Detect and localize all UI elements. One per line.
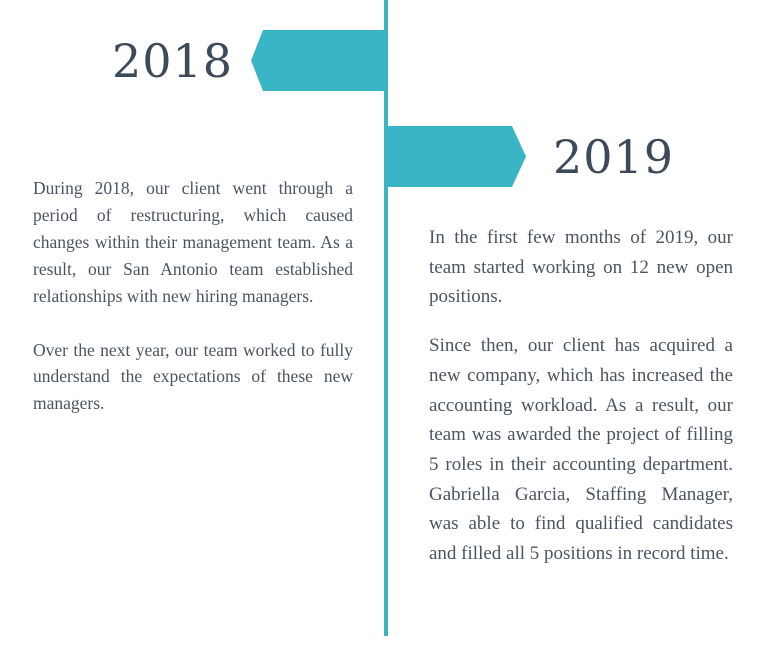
- entry-2018-paragraph-2: Over the next year, our team worked to fully understand the expectations of these new managers.: [33, 339, 353, 414]
- timeline-line: [384, 0, 388, 636]
- year-heading-2018: 2018: [112, 34, 234, 88]
- year-heading-2019: 2019: [553, 130, 675, 184]
- year-flag-2019: [386, 126, 526, 187]
- entry-2018-paragraph-1: During 2018, our client went through a period of restructuring, which caused changes within their management team. As a result, our San Antonio team established relationships with new hiring managers.: [33, 178, 353, 306]
- entry-2019-paragraph-2: Since then, our client has acquired a new company, which has increased the accounting workload. As a result, our team was awarded the project of filling 5 roles in their accounting department. Gabriella Garcia, Staffing Manager, was able to find qualified candidates and filled all 5 positions in record time.: [429, 335, 733, 565]
- timeline-entry-2019-text: [429, 223, 733, 569]
- timeline-entry-2018-text: [33, 175, 353, 417]
- year-flag-2018: [251, 30, 386, 91]
- entry-2019-paragraph-1: In the first few months of 2019, our team started working on 12 new open positions.: [429, 227, 733, 308]
